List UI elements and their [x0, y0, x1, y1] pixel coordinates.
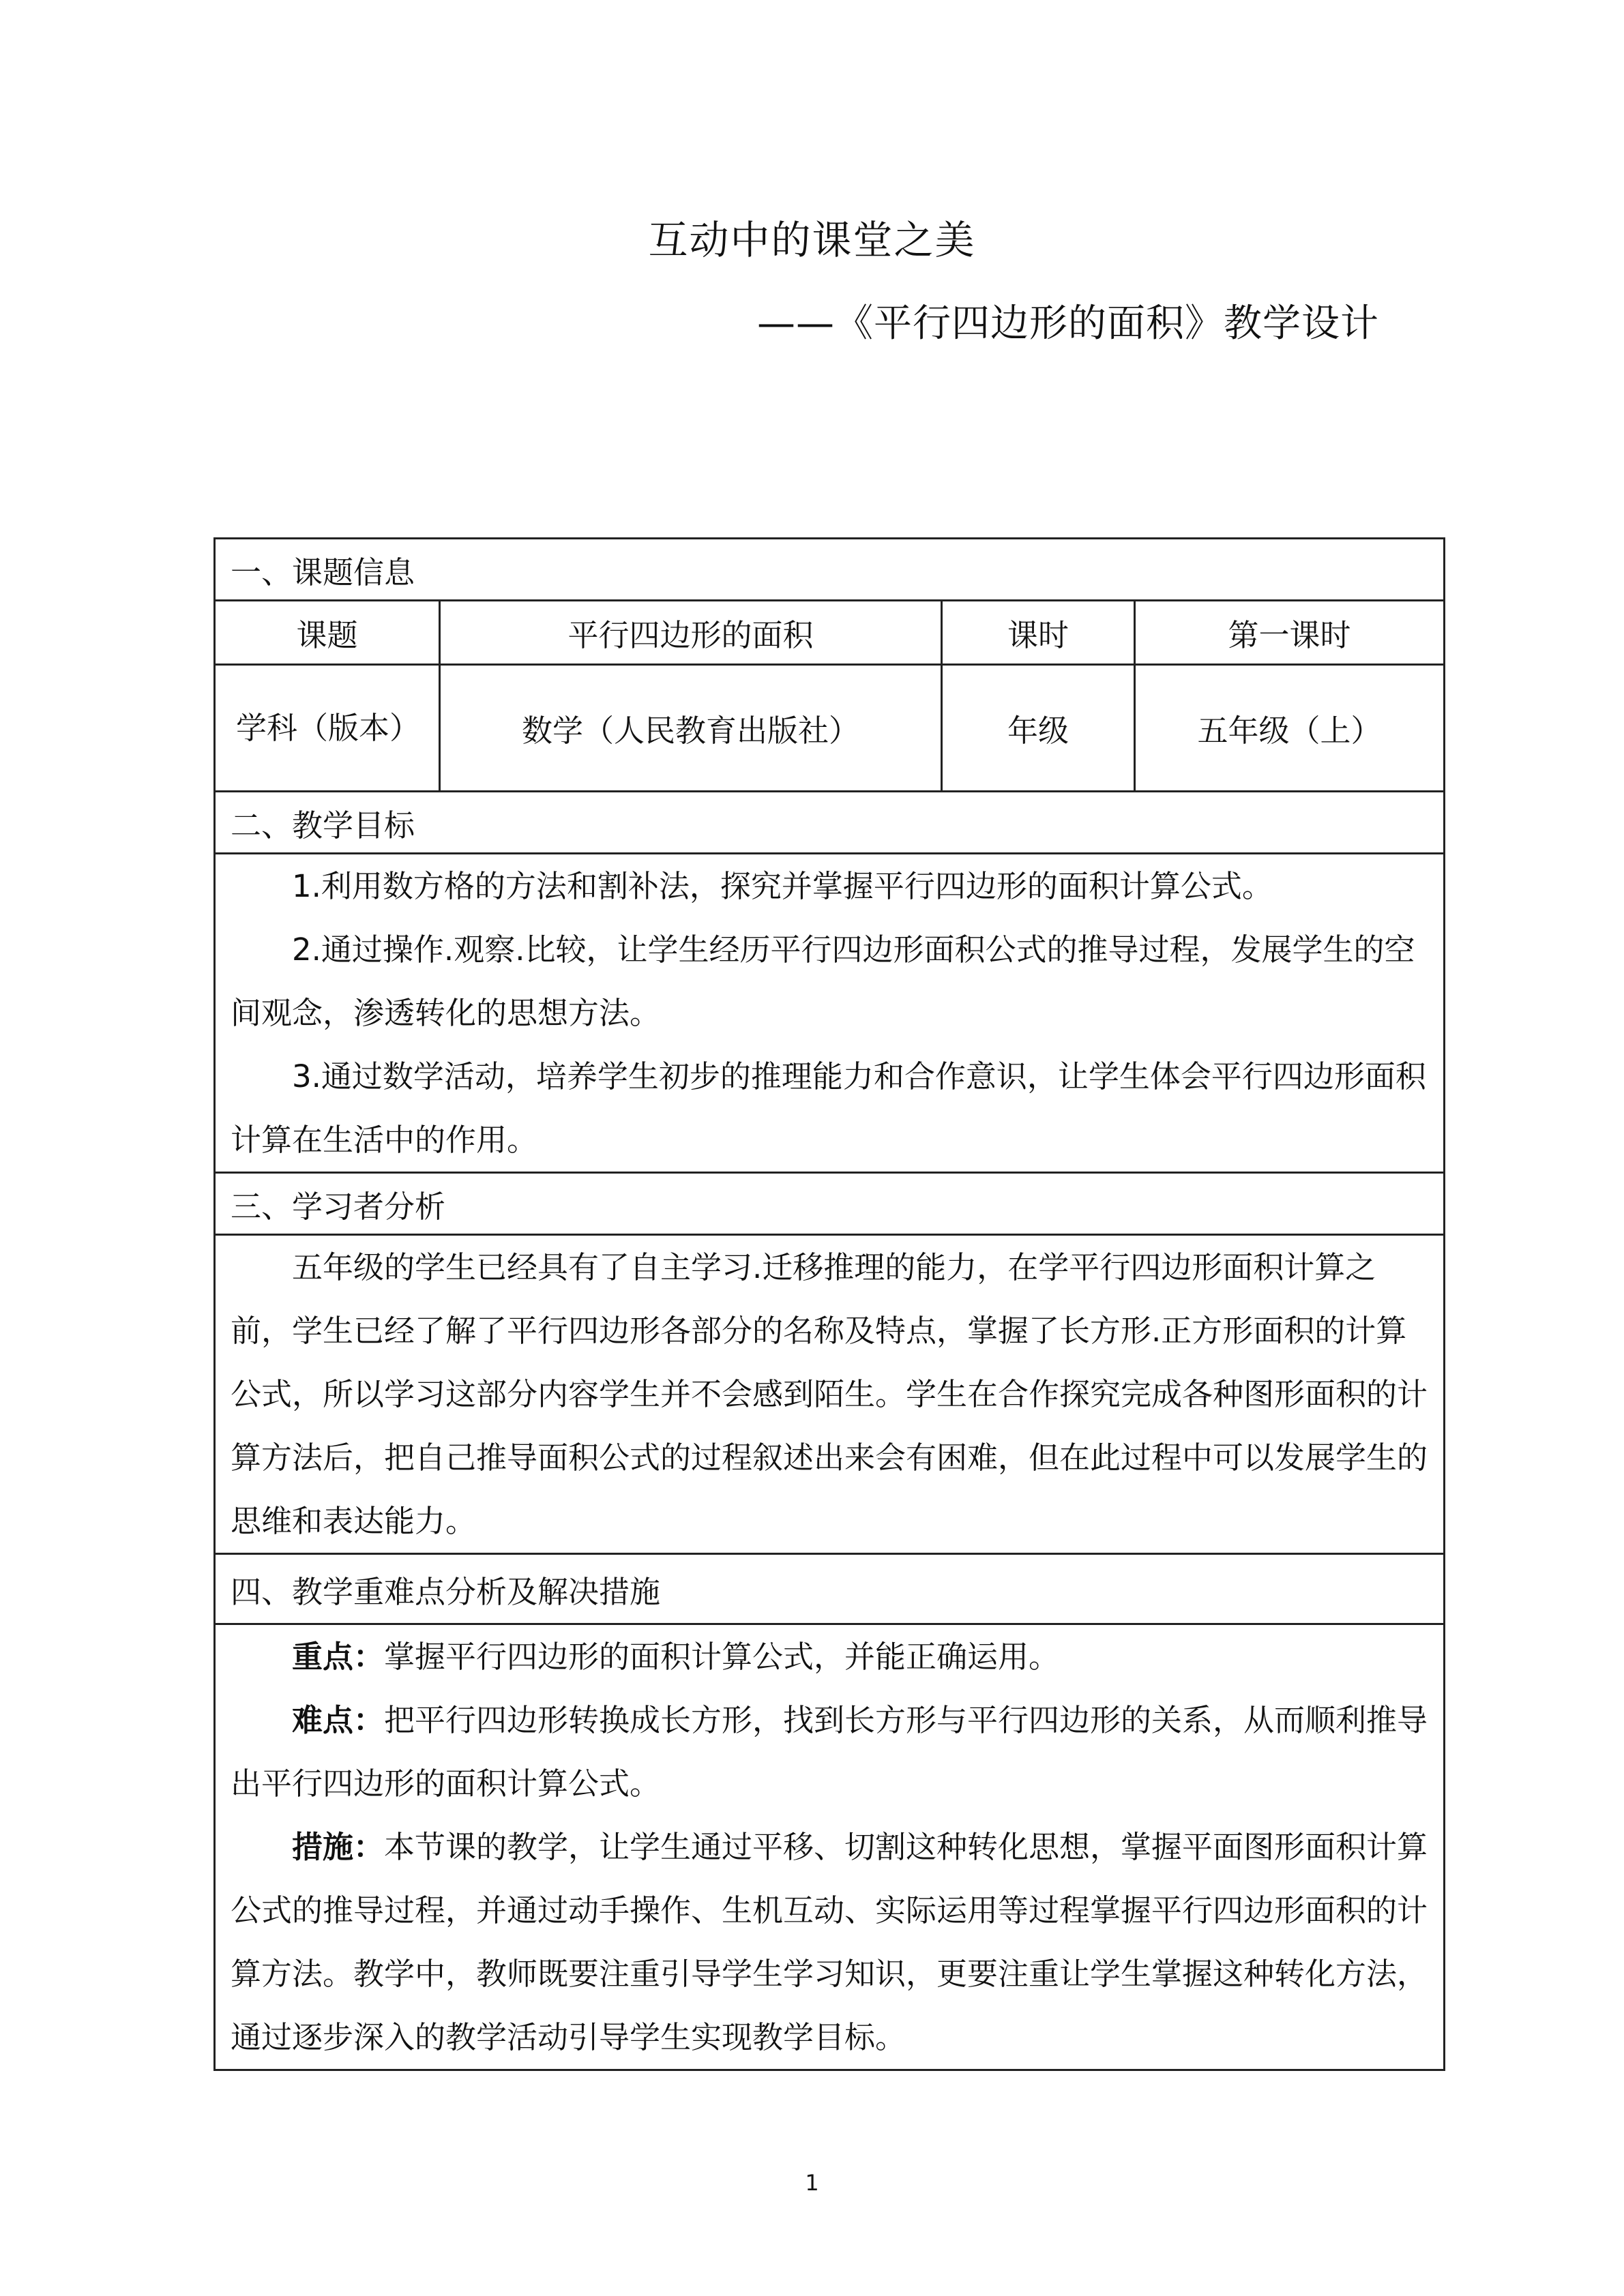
- value-topic: 平行四边形的面积: [440, 601, 942, 665]
- learner-analysis-body: [215, 1235, 1445, 1554]
- key-points-body: [215, 1624, 1445, 2070]
- difficulty-paragraph: [231, 1688, 1428, 1815]
- difficulty-text: 把平行四边形转换成长方形，找到长方形与平行四边形的关系，从而顺利推导出平行四边形的面积计算公式。: [231, 1702, 1428, 1802]
- page-number: 1: [805, 2170, 819, 2196]
- value-grade: 五年级（上）: [1135, 665, 1445, 792]
- section-heading-key-points: 四、教学重难点分析及解决措施: [215, 1554, 1445, 1624]
- section-heading-objectives: 二、教学目标: [215, 792, 1445, 854]
- label-subject: 学科（版本）: [215, 665, 440, 792]
- key-point-text: 掌握平行四边形的面积计算公式，并能正确运用。: [384, 1639, 1060, 1675]
- document-title: 互动中的课堂之美: [648, 217, 976, 263]
- difficulty-label: 难点：: [292, 1702, 385, 1738]
- label-topic: 课题: [215, 601, 440, 665]
- section-heading-learner-analysis: 三、学习者分析: [215, 1173, 1445, 1235]
- section-heading-topic-info: 一、课题信息: [215, 539, 1445, 601]
- objective-item: 3.通过数学活动，培养学生初步的推理能力和合作意识，让学生体会平行四边形面积计算在生活中的作用。: [231, 1058, 1426, 1158]
- value-lesson-period: 第一课时: [1135, 601, 1445, 665]
- measures-text: 本节课的教学，让学生通过平移、切割这种转化思想，掌握平面图形面积计算公式的推导过程，并通过动手操作、生机互动、实际运用等过程掌握平行四边形面积的计算方法。教学中，教师既要注重引导学生学习知识，更要注重让学生掌握这种转化方法，通过逐步深入的教学活动引导学生实现教学目标。: [231, 1829, 1428, 2055]
- objective-item: 1.利用数方格的方法和割补法，探究并掌握平行四边形的面积计算公式。: [292, 868, 1273, 904]
- document-subtitle: ——《平行四边形的面积》教学设计: [757, 301, 1379, 346]
- key-point-paragraph: [231, 1625, 1428, 1688]
- measures-label: 措施：: [292, 1829, 385, 1865]
- lesson-plan-table: [213, 537, 1445, 2071]
- label-grade: 年级: [942, 665, 1135, 792]
- value-subject: 数学（人民教育出版社）: [440, 665, 942, 792]
- key-point-label: 重点：: [292, 1639, 385, 1675]
- learner-analysis-text: 五年级的学生已经具有了自主学习.迁移推理的能力，在学平行四边形面积计算之前，学生已经了解了平行四边形各部分的名称及特点，掌握了长方形.正方形面积的计算公式，所以学习这部分内容学生并不会感到陌生。学生在合作探究完成各种图形面积的计算方法后，把自己推导面积公式的过程叙述出来会有困难，但在此过程中可以发展学生的思维和表达能力。: [231, 1249, 1428, 1539]
- objective-item: 2.通过操作.观察.比较，让学生经历平行四边形面积公式的推导过程，发展学生的空间观念，渗透转化的思想方法。: [231, 931, 1415, 1031]
- objectives-body: [215, 854, 1445, 1173]
- measures-paragraph: [231, 1815, 1428, 2069]
- label-lesson-period: 课时: [942, 601, 1135, 665]
